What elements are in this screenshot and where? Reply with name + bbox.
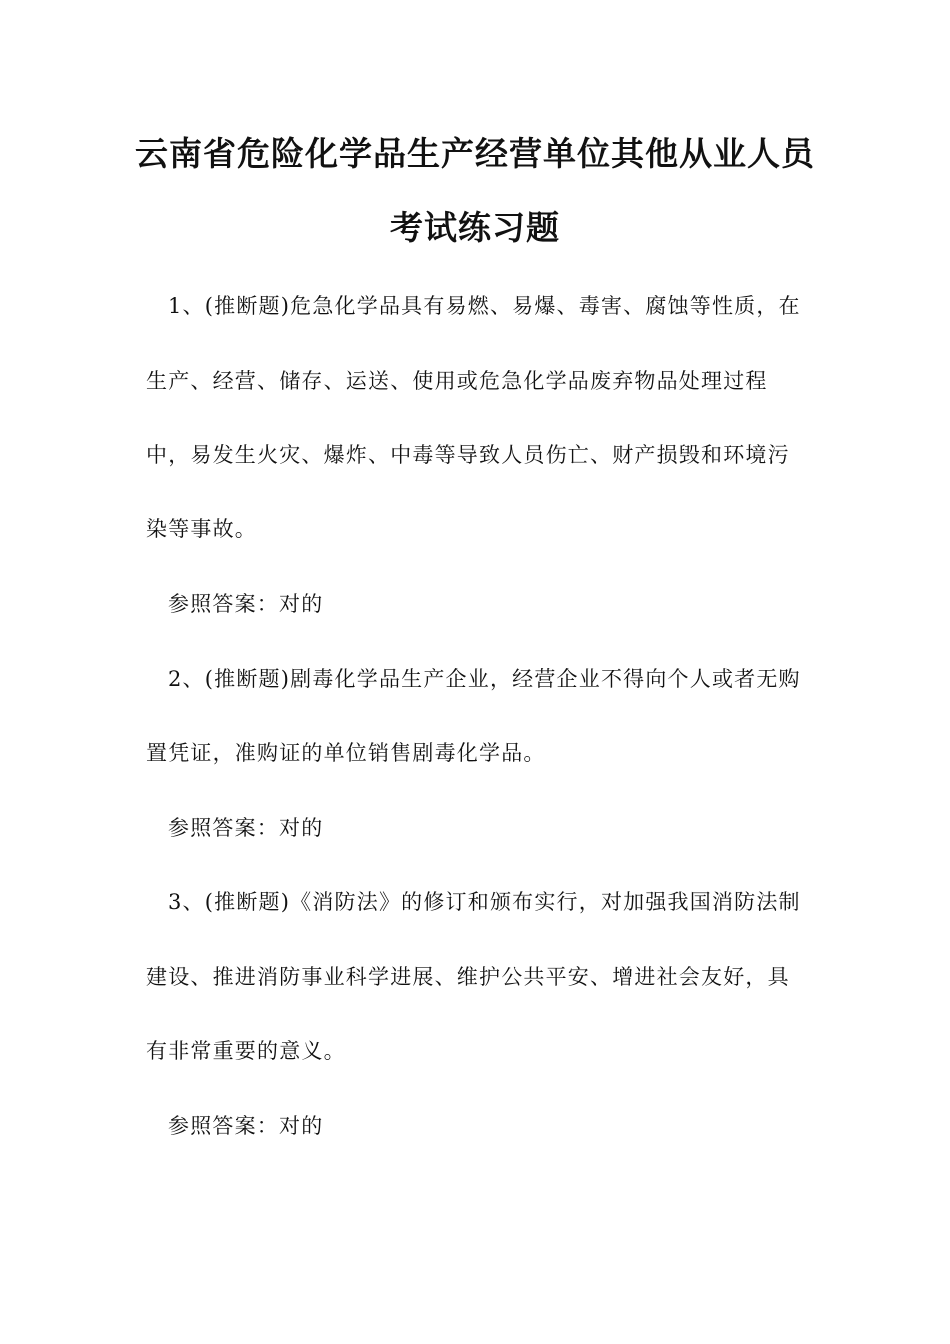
question-2-line-2: 置凭证，准购证的单位销售剧毒化学品。 <box>146 741 546 765</box>
question-1-line-1: 1、(推断题)危急化学品具有易燃、易爆、毒害、腐蚀等性质，在 <box>168 294 801 318</box>
document-title-line-2: 考试练习题 <box>390 208 560 247</box>
question-2-line-1: 2、(推断题)剧毒化学品生产企业，经营企业不得向个人或者无购 <box>168 667 801 691</box>
question-3-line-3: 有非常重要的意义。 <box>146 1039 346 1063</box>
question-3-line-2: 建设、推进消防事业科学进展、维护公共平安、增进社会友好，具 <box>146 965 790 989</box>
question-1-line-4: 染等事故。 <box>146 517 257 541</box>
question-3-line-1: 3、(推断题)《消防法》的修订和颁布实行，对加强我国消防法制 <box>168 890 801 914</box>
document-title-line-1: 云南省危险化学品生产经营单位其他从业人员 <box>135 134 815 173</box>
question-1-line-3: 中，易发生火灾、爆炸、中毒等导致人员伤亡、财产损毁和环境污 <box>146 443 790 467</box>
question-1-line-2: 生产、经营、储存、运送、使用或危急化学品废弃物品处理过程 <box>146 369 768 393</box>
question-2-answer: 参照答案：对的 <box>168 816 324 840</box>
question-1-answer: 参照答案：对的 <box>168 592 324 616</box>
question-3-answer: 参照答案：对的 <box>168 1114 324 1138</box>
